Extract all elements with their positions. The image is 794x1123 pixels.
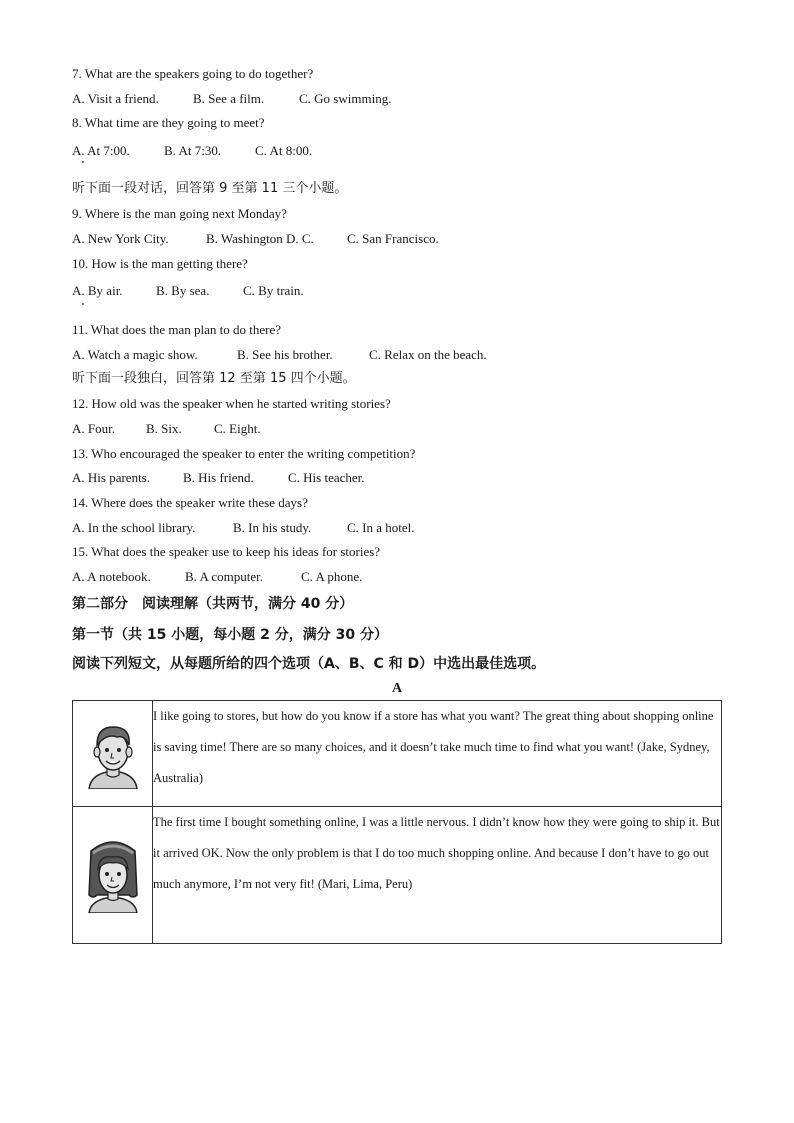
option-c: C. His teacher. (288, 470, 365, 485)
option-a: A. Visit a friend. (72, 91, 159, 106)
option-c: C. A phone. (301, 569, 363, 584)
question-7: 7. What are the speakers going to do together? (72, 66, 314, 81)
option-b: B. At 7:30. (164, 143, 222, 158)
option-c: C. By train. (243, 283, 304, 298)
option-a: A. Watch a magic show. (72, 347, 198, 362)
avatar-cell (73, 701, 153, 807)
table-row (73, 807, 722, 944)
option-a: A. His parents. (72, 470, 150, 485)
girl-avatar-icon (85, 837, 141, 913)
passage-text-cell (153, 807, 722, 944)
reading-instruction: 阅读下列短文，从每题所给的四个选项（A、B、C 和 D）中选出最佳选项。 (72, 656, 546, 672)
option-c: C. San Francisco. (347, 231, 439, 246)
option-c: C. At 8:00. (255, 143, 313, 158)
passage-text-mari: The first time I bought something online, I was a little nervous. I didn’t know how they were going to ship it. But it arrived OK. Now the only problem is that I do too much shopping online. And because I don’t have to go out much anymore, I’m not very fit! (Mari, Lima, Peru) (153, 815, 720, 891)
question-15: 15. What does the speaker use to keep his ideas for stories? (72, 544, 381, 559)
option-b: B. A computer. (185, 569, 263, 584)
question-8: 8. What time are they going to meet? (72, 115, 265, 130)
option-a: A. By air. (72, 283, 123, 298)
option-b: B. In his study. (233, 520, 312, 535)
option-b: B. See his brother. (237, 347, 333, 362)
question-13: 13. Who encouraged the speaker to enter the writing competition? (72, 446, 416, 461)
option-a: A. A notebook. (72, 569, 151, 584)
passage-table (72, 700, 722, 944)
section-heading-sec1: 第一节（共 15 小题，每小题 2 分，满分 30 分） (72, 627, 388, 643)
question-9: 9. Where is the man going next Monday? (72, 206, 287, 221)
question-12: 12. How old was the speaker when he started writing stories? (72, 396, 391, 411)
passage-text-cell (153, 701, 722, 807)
option-b: B. His friend. (183, 470, 254, 485)
avatar-cell (73, 807, 153, 944)
option-c: C. In a hotel. (347, 520, 415, 535)
table-row (73, 701, 722, 807)
speck-mark (82, 303, 84, 305)
option-c: C. Relax on the beach. (369, 347, 487, 362)
question-14: 14. Where does the speaker write these days? (72, 495, 308, 510)
boy-avatar-icon (85, 719, 141, 789)
passage-label: A (391, 681, 403, 696)
option-a: A. New York City. (72, 231, 169, 246)
option-a: A. Four. (72, 421, 115, 436)
section-heading-part2: 第二部分 阅读理解（共两节，满分 40 分） (72, 596, 354, 612)
speck-mark (82, 161, 84, 163)
question-11: 11. What does the man plan to do there? (72, 322, 282, 337)
option-a: A. In the school library. (72, 520, 196, 535)
listening-instruction-2: 听下面一段独白，回答第 12 至第 15 四个小题。 (72, 371, 356, 386)
option-a: A. At 7:00. (72, 143, 130, 158)
question-10: 10. How is the man getting there? (72, 256, 248, 271)
option-c: C. Eight. (214, 421, 261, 436)
passage-text-jake: I like going to stores, but how do you know if a store has what you want? The great thing about shopping online is saving time! There are so many choices, and it doesn’t take much time to find what you want! (Jake, Sydney, Australia) (153, 709, 714, 785)
option-b: B. By sea. (156, 283, 210, 298)
option-b: B. See a film. (193, 91, 265, 106)
option-c: C. Go swimming. (299, 91, 392, 106)
option-b: B. Washington D. C. (206, 231, 314, 246)
listening-instruction-1: 听下面一段对话，回答第 9 至第 11 三个小题。 (72, 181, 348, 196)
option-b: B. Six. (146, 421, 182, 436)
